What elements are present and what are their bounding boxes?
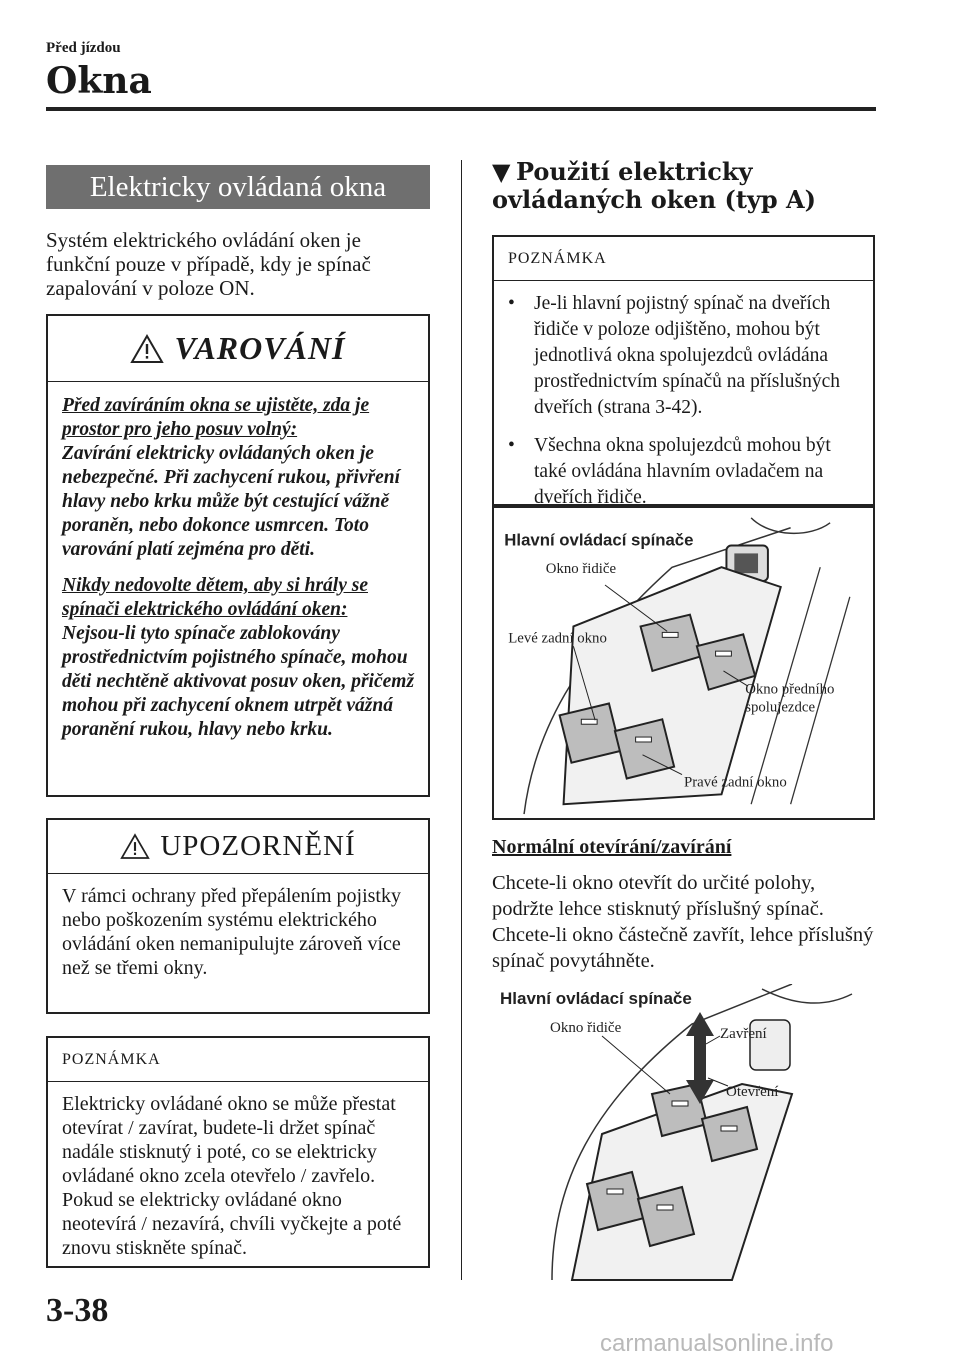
warning-box bbox=[46, 314, 430, 797]
note-text-left: Elektricky ovládané okno se může přestat otevírat / zavírat, budete-li držet spínač nadále stisknutý i poté, co se elektricky ovládané okno zcela otevřelo / zavřelo. Pokud se elektricky ovládané okno neotevírá / nezavírá, chvíli vyčkejte a poté znovu stiskněte spínač. bbox=[62, 1093, 402, 1259]
section-banner-text: Elektricky ovládaná okna bbox=[89, 170, 387, 203]
warning-triangle-icon bbox=[130, 334, 164, 364]
note-bullet bbox=[508, 433, 863, 511]
switch-panel-figure-1 bbox=[492, 506, 875, 820]
caution-header bbox=[48, 820, 428, 874]
page-number: 3-38 bbox=[46, 1292, 109, 1329]
bullet-icon: • bbox=[508, 435, 515, 456]
figure1-driver-label: Okno řidiče bbox=[545, 561, 617, 578]
note-bullet-text: Je-li hlavní pojistný spínač na dveřích řidiče v poloze odjištěno, mohou být jednotlivá okna spolujezdců ovládána prostřednictvím spínačů na příslušných dveřích (strana 3-42). bbox=[534, 293, 840, 418]
warning-text-2: Nejsou-li tyto spínače zablokovány prostřednictvím pojistného spínače, mohou děti nechtěně aktivovat posuv oken, přičemž mohou při zachycení oknem utrpět vážná poranění rukou, hlavy nebo krku. bbox=[62, 623, 415, 740]
warning-header bbox=[48, 316, 428, 382]
note-box-left bbox=[46, 1036, 430, 1268]
title-rule bbox=[46, 107, 876, 111]
caution-box bbox=[46, 818, 430, 1014]
normal-operation-heading: Normální otevírání/zavírání bbox=[492, 836, 732, 858]
note-bullet bbox=[508, 291, 863, 421]
triangle-marker-icon: ▼ bbox=[492, 157, 511, 186]
note-body-right bbox=[494, 281, 873, 511]
note-header-right bbox=[494, 237, 873, 281]
figure1-front-passenger-label-2: spolujezdce bbox=[745, 699, 816, 716]
note-title-right: POZNÁMKA bbox=[508, 249, 607, 267]
note-title-left: POZNÁMKA bbox=[62, 1050, 161, 1068]
figure1-rear-left-label: Levé zadní okno bbox=[508, 630, 607, 647]
section-banner bbox=[46, 165, 430, 209]
subsection-heading-text: Použití elektricky ovládaných oken (typ A) bbox=[492, 157, 816, 214]
warning-title: VAROVÁNÍ bbox=[174, 330, 346, 366]
warning-paragraph-2 bbox=[62, 574, 416, 742]
figure2-close-label: Zavření bbox=[720, 1026, 767, 1042]
switch-panel-figure-2 bbox=[492, 984, 875, 1282]
warning-body bbox=[48, 382, 428, 742]
note-header-left bbox=[48, 1038, 428, 1082]
normal-operation-text: Chcete-li okno otevřít do určité polohy, podržte lehce stisknutý příslušný spínač. Chcete-li okno částečně zavřít, lehce příslušný spínač povytáhněte. bbox=[492, 872, 874, 972]
warning-heading-1: Před zavíráním okna se ujistěte, zda je prostor pro jeho posuv volný: bbox=[62, 395, 370, 440]
caution-title: UPOZORNĚNÍ bbox=[160, 830, 356, 862]
figure1-front-passenger-label-1: Okno předního bbox=[745, 681, 835, 698]
figure1-rear-right-label: Pravé zadní okno bbox=[683, 774, 787, 791]
intro-paragraph: Systém elektrického ovládání oken je funkční pouze v případě, kdy je spínač zapalování v poloze ON. bbox=[46, 228, 371, 300]
caution-triangle-icon bbox=[120, 833, 150, 860]
warning-text-1: Zavírání elektricky ovládaných oken je nebezpečné. Při zachycení rukou, přivření hlavy nebo krku může být cestující vážně poraněn, nebo dokonce usmrcen. Toto varování platí zejména pro děti. bbox=[62, 443, 400, 560]
figure2-open-label: Otevření bbox=[726, 1084, 779, 1100]
caution-text: V rámci ochrany před přepálením pojistky nebo poškozením systému elektrického ovládání oken nemanipulujte zároveň více než se třemi okny. bbox=[62, 885, 401, 979]
section-label: Před jízdou bbox=[46, 40, 121, 56]
figure2-driver-label: Okno řidiče bbox=[550, 1020, 622, 1036]
figure2-title: Hlavní ovládací spínače bbox=[500, 989, 692, 1008]
note-bullet-text: Všechna okna spolujezdců mohou být také ovládána hlavním ovladačem na dveřích řidiče. bbox=[534, 435, 831, 508]
warning-paragraph-1 bbox=[62, 394, 416, 562]
note-box-right bbox=[492, 235, 875, 506]
watermark-text: carmanualsonline.info bbox=[600, 1330, 834, 1357]
warning-heading-2: Nikdy nedovolte dětem, aby si hrály se spínači elektrického ovládání oken: bbox=[62, 575, 368, 620]
bullet-icon: • bbox=[508, 293, 515, 314]
column-divider bbox=[461, 160, 462, 1280]
chapter-title: Okna bbox=[46, 60, 152, 102]
subsection-heading bbox=[492, 158, 872, 214]
figure1-title: Hlavní ovládací spínače bbox=[504, 530, 694, 550]
